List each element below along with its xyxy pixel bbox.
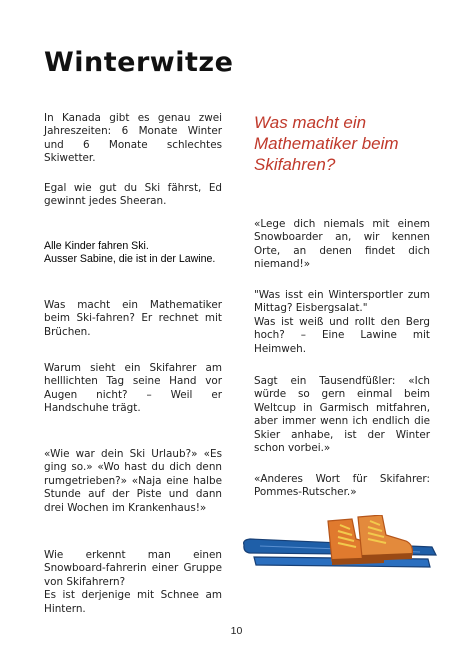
page-title: Winterwitze [44, 47, 234, 78]
joke-right-1: «Lege dich niemals mit einem Snowboarder an, wir kennen Orte, an denen findet dich niemand!» [254, 218, 430, 271]
page-number: 10 [230, 625, 243, 637]
section-heading: Was macht ein Mathematiker beim Skifahren? [254, 113, 399, 174]
joke-left-1: In Kanada gibt es genau zwei Jahreszeiten: 6 Monate Winter und 6 Monate schlechtes Skiwetter. [44, 112, 222, 165]
joke-left-3: Alle Kinder fahren Ski. Ausser Sabine, die ist in der Lawine. [44, 240, 216, 266]
joke-left-7: Wie erkennt man einen Snowboard-fahrerin einer Gruppe von Skifahrern? Es ist derjenige mit Schnee am Hintern. [44, 549, 222, 615]
joke-left-4: Was macht ein Mathematiker beim Ski-fahren? Er rechnet mit Brüchen. [44, 299, 222, 338]
right-boot [358, 515, 412, 561]
joke-left-5: Warum sieht ein Skifahrer am helllichten Tag seine Hand vor Augen nicht? – Weil er Handschuhe trägt. [44, 362, 222, 415]
joke-right-3: Sagt ein Tausendfüßler: «Ich würde so gern einmal beim Weltcup in Garmisch mitfahren, aber immer wenn ich endlich die Skier anhabe, ist der Winter schon vorbei.» [254, 375, 430, 455]
ski-boots-on-skis-icon [240, 515, 440, 575]
joke-left-6: «Wie war dein Ski Urlaub?» «Es ging so.» «Wo hast du dich denn rumgetrieben?» «Naja eine halbe Stunde auf der Piste und dann drei Wochen im Krankenhaus!» [44, 448, 222, 514]
joke-right-4: «Anderes Wort für Skifahrer: Pommes-Rutscher.» [254, 473, 430, 499]
joke-right-2: "Was isst ein Wintersportler zum Mittag? Eisbergsalat." Was ist weiß und rollt den Berg hoch? – Eine Lawine mit Heimweh. [254, 289, 430, 355]
joke-left-2: Egal wie gut du Ski fährst, Ed gewinnt jedes Sheeran. [44, 182, 222, 208]
